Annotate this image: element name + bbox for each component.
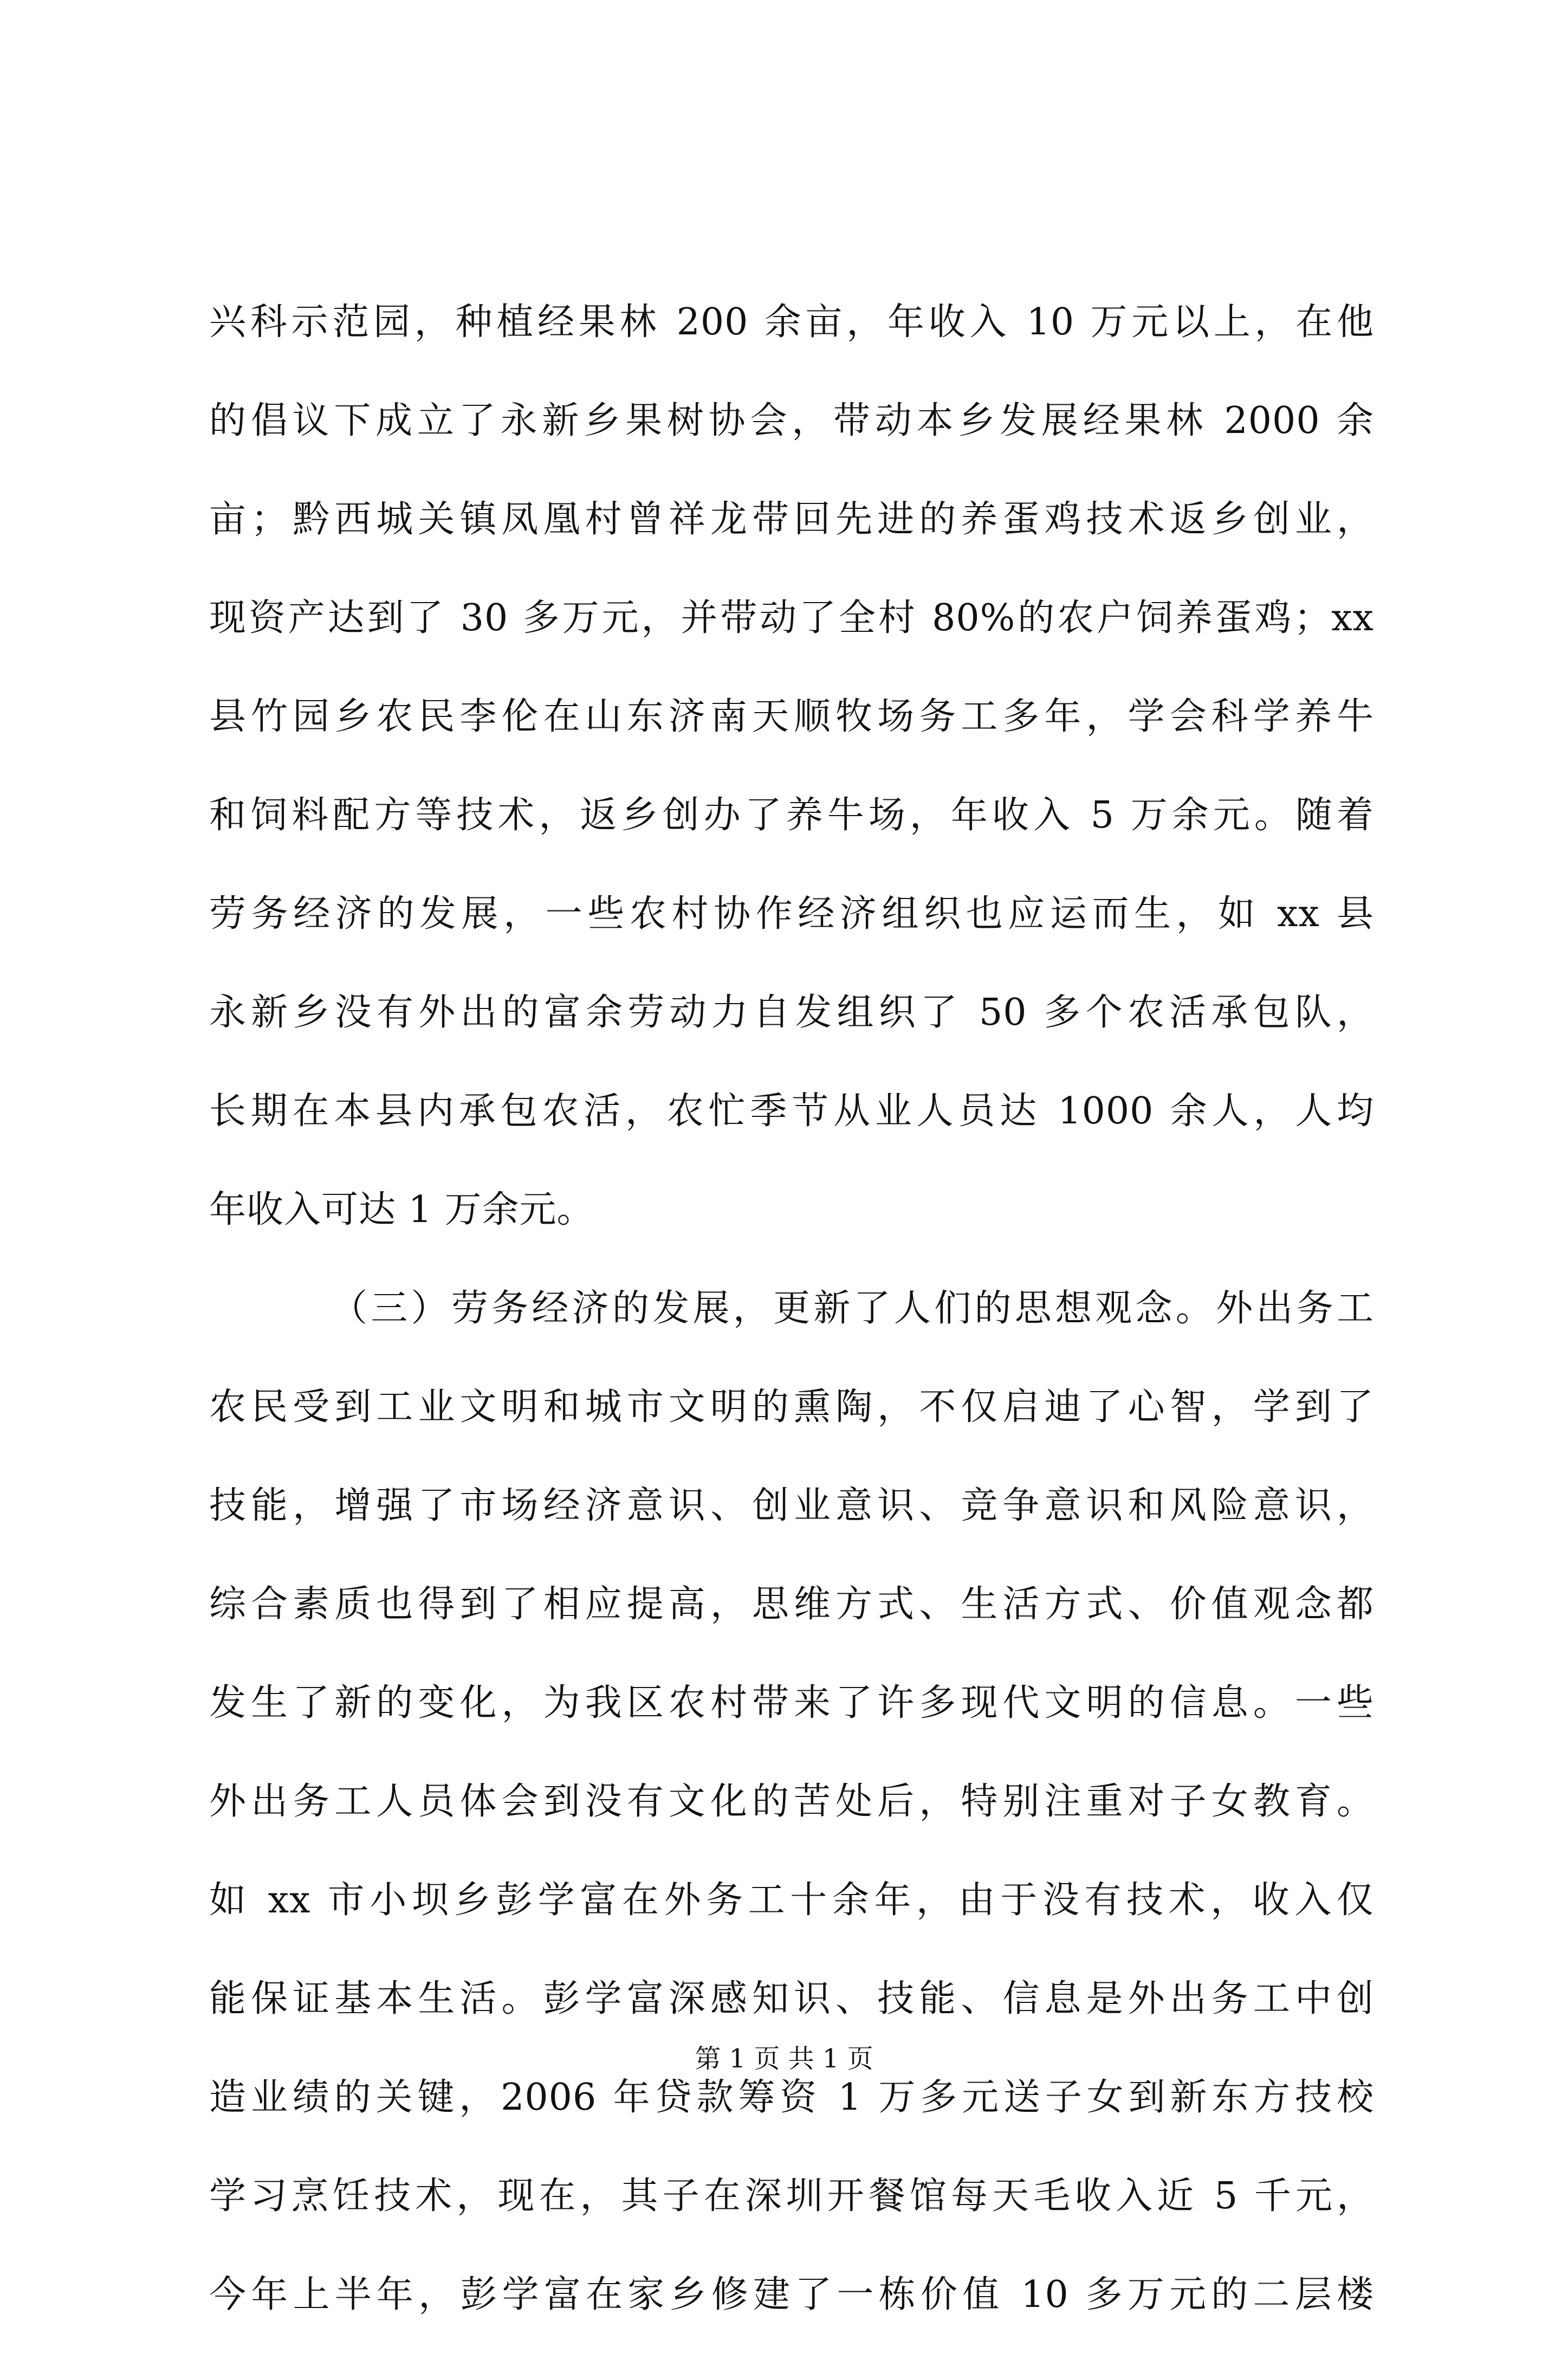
- text-line: 长期在本县内承包农活，农忙季节从业人员达 1000 余人，人均: [209, 1090, 1374, 1133]
- section-heading-line: （三）劳务经济的发展，更新了人们的思想观念。外出务工: [331, 1287, 1374, 1330]
- text-line: 农民受到工业文明和城市文明的熏陶，不仅启迪了心智，学到了: [209, 1386, 1374, 1428]
- text-line: 学习烹饪技术，现在，其子在深圳开餐馆每天毛收入近 5 千元，: [209, 2175, 1374, 2218]
- text-line: 综合素质也得到了相应提高，思维方式、生活方式、价值观念都: [209, 1583, 1374, 1626]
- text-line: 的倡议下成立了永新乡果树协会，带动本乡发展经果林 2000 余: [209, 399, 1374, 442]
- text-line: 发生了新的变化，为我区农村带来了许多现代文明的信息。一些: [209, 1682, 1374, 1724]
- text-line: 技能，增强了市场经济意识、创业意识、竞争意识和风险意识，: [209, 1484, 1374, 1527]
- text-line: 现资产达到了 30 多万元，并带动了全村 80%的农户饲养蛋鸡；xx: [209, 597, 1374, 639]
- text-line: 兴科示范园，种植经果林 200 余亩，年收入 10 万元以上，在他: [209, 301, 1374, 344]
- text-line: 永新乡没有外出的富余劳动力自发组织了 50 多个农活承包队，: [209, 991, 1374, 1034]
- text-line: 劳务经济的发展，一些农村协作经济组织也应运而生，如 xx 县: [209, 893, 1374, 935]
- text-line: 造业绩的关键，2006 年贷款筹资 1 万多元送子女到新东方技校: [209, 2076, 1374, 2119]
- text-line: 今年上半年，彭学富在家乡修建了一栋价值 10 多万元的二层楼: [209, 2273, 1374, 2316]
- text-line: 和饲料配方等技术，返乡创办了养牛场，年收入 5 万余元。随着: [209, 794, 1374, 837]
- text-line: 县竹园乡农民李伦在山东济南天顺牧场务工多年，学会科学养牛: [209, 695, 1374, 738]
- text-line: 年收入可达 1 万余元。: [209, 1188, 594, 1231]
- text-line: 亩；黔西城关镇凤凰村曾祥龙带回先进的养蛋鸡技术返乡创业，: [209, 498, 1374, 541]
- page-footer: 第 1 页 共 1 页: [695, 2044, 873, 2074]
- text-line: 如 xx 市小坝乡彭学富在外务工十余年，由于没有技术，收入仅: [209, 1879, 1374, 1922]
- text-line: 能保证基本生活。彭学富深感知识、技能、信息是外出务工中创: [209, 1977, 1374, 2020]
- text-line: 外出务工人员体会到没有文化的苦处后，特别注重对子女教育。: [209, 1780, 1374, 1823]
